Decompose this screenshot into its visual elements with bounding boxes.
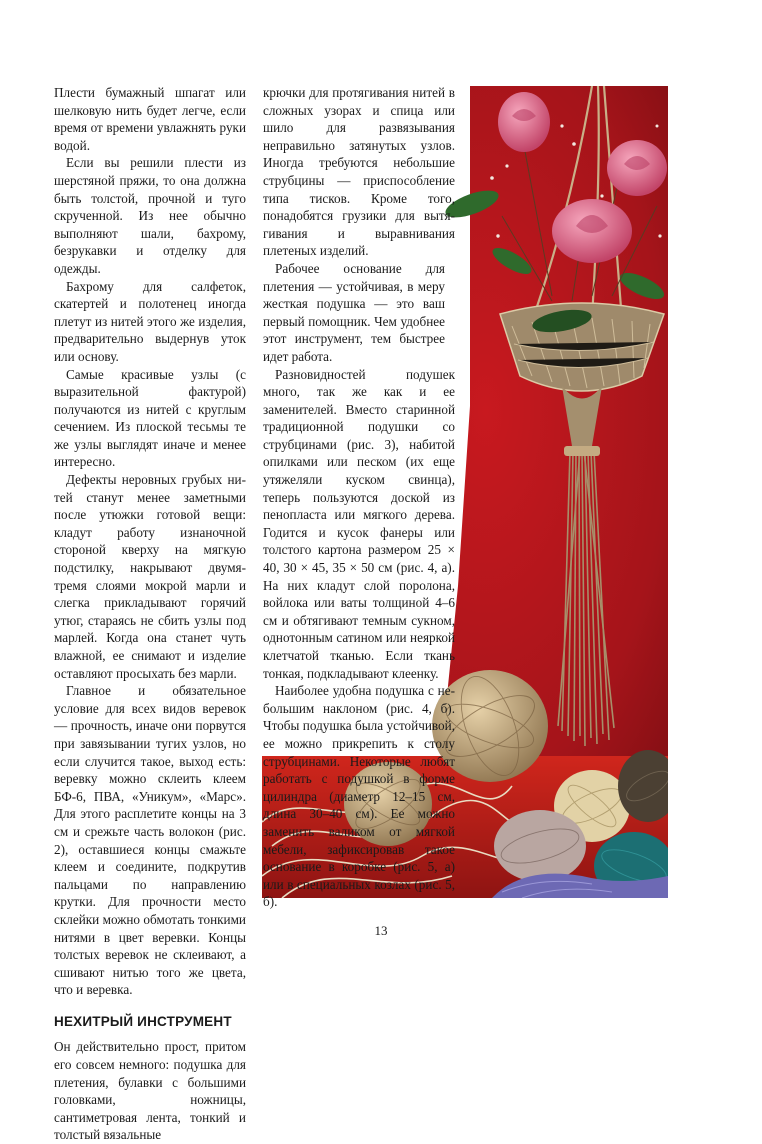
- paragraph: Наиболее удобна подушка с небольшим наклоном (рис. 4, б). Чтобы подушка была устойчивой, ее можно прикрепить к столу струбцинами. Некоторые любят работать с подушкой в форме цилиндра (диаметр 12–15 см, длина 30–40 см). Ее можно заменить валиком от мягкой мебели, зафиксировав такое основание в коробке (рис. 5, а) или в специальных козлах (рис. 5, б).: [263, 683, 455, 910]
- rose-right: [607, 140, 667, 196]
- paragraph: Рабочее основание для плетения — устойчивая, в меру жесткая подушка — это ваш первый помощник. Чем удобнее этот инструмент, тем быстрее идет работа.: [263, 260, 445, 364]
- rose-top: [498, 92, 550, 152]
- section-heading: НЕХИТРЫЙ ИНСТРУМЕНТ: [54, 1013, 232, 1029]
- paragraph: Разновидностей подушек много, так же как и ее заменителей. Вместо старинной традиционной подушки со струбцинами (рис. 3), набитой опилками или песком (их еще утяжеляли куском свинца), теперь пользуются доской из пенопласта или мягкого дерева. Годится и кусок фанеры или толстого картона размером 25 × 40, 30 × 45, 35 × 50 см (рис. 4, а). На них кладут слой поролона, войлока или ваты толщиной 4–6 см и обтягивают темным сукном, однотонным сатином или неяркой клетчатой тканью. Если ткань тонкая, подкладывают клеенку.: [263, 366, 455, 681]
- rose-center: [552, 199, 632, 263]
- paragraph: Если вы решили плести из шерстяной пряжи, то она должна быть толстой, прочной и туго скрученной. Из нее обычно выполняют шали, бахрому, безрукавки и отделку для одежды.: [54, 155, 246, 276]
- paragraph: Он действительно прост, притом его совсем немного: подушка для плетения, булавки с большими головками, ножницы, сантиметровая лента, тонкий и толстый вязальные: [54, 1039, 246, 1143]
- page-number: 13: [374, 923, 388, 938]
- paragraph: Дефекты неровных грубых нитей станут менее заметными после утюжки готовой вещи: кладут работу изнаночной стороной кверху на мягкую подстилку, накрывают двумя-тремя слоями мокрой марли и слегка прикладывают горячий утюг, стараясь не сбить узлы под марлей. Когда она станет чуть влажной, ее снимают и изделие оставляют просыхать без марли.: [54, 472, 246, 681]
- paragraph: крючки для протягивания нитей в сложных узорах и спица или шило для развязывания неправильно затянутых узлов. Иногда требуются небольшие струбцины — приспособление типа тисков. Кроме того, понадобятся грузики для вытягивания и выравнивания плетеных изделий.: [263, 85, 455, 259]
- paragraph: Главное и обязательное условие для всех видов веревок — прочность, иначе они порвутся при завязывании тугих узлов, но если случится такое, выход есть: веревку можно склеить клеем БФ-6, ПВА, «Уникум», «Марс». Для этого расплетите концы на 3 см и срежьте часть волокон (рис. 2), оставшиеся концы смажьте клеем и соедините, подкрутив пальцами по направлению крутки. Для прочности место склейки можно обмотать тонкими нитями в цвет веревки. Концы толстых веревок не склеивают, а сшивают нитью того же цвета, что и веревка.: [54, 683, 246, 998]
- middle-text-column: [263, 84, 455, 911]
- paragraph: Бахрому для салфеток, скатертей и полотенец иногда плетут из нитей этого же изделия, предварительно выдернув уток или основу.: [54, 278, 246, 364]
- paragraph: Плести бумажный шпагат или шелковую нить будет легче, если время от времени увлажнять руки водой.: [54, 85, 246, 153]
- paragraph: Самые красивые узлы (с выразительной фактурой) получаются из нитей с круглым сечением. Из плоской тесьмы те же узлы выглядят иначе и менее интересно.: [54, 366, 246, 470]
- wool-ball-grey: [494, 810, 586, 882]
- left-text-column: [54, 84, 246, 1144]
